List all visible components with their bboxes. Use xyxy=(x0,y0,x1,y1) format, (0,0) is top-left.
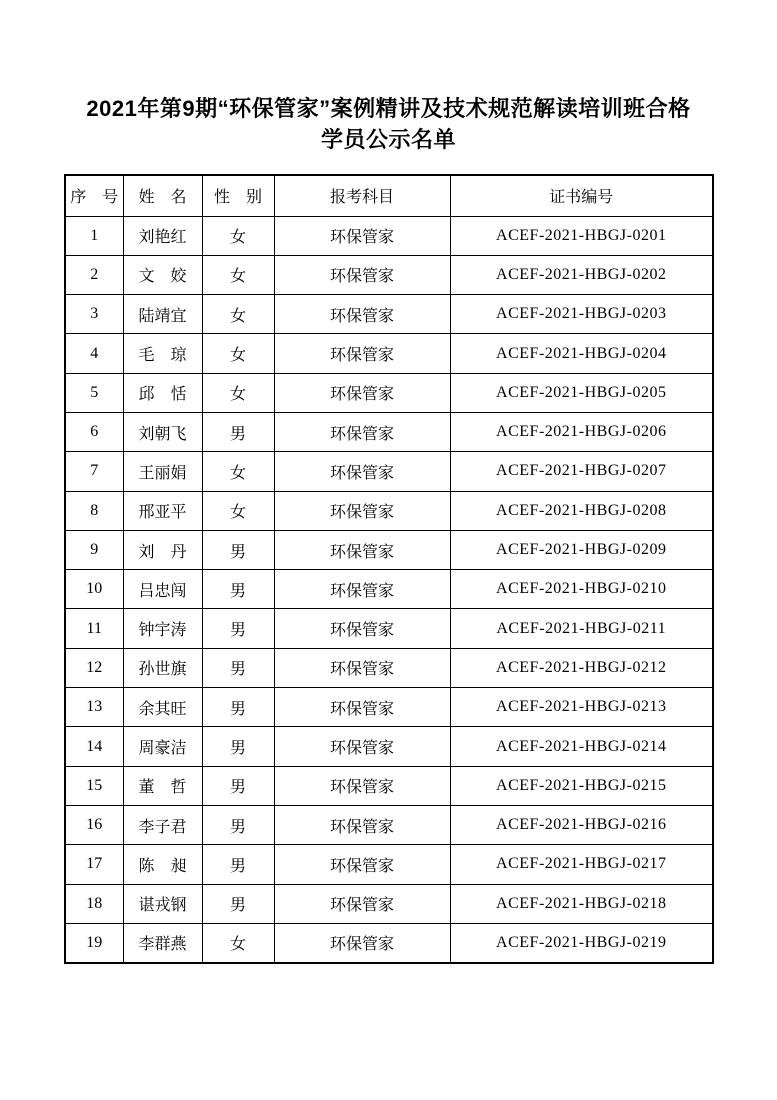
cell-certificate-number: ACEF-2021-HBGJ-0210 xyxy=(450,570,713,609)
cell-exam-subject: 环保管家 xyxy=(274,923,450,962)
cell-name: 李群燕 xyxy=(123,923,202,962)
cell-exam-subject: 环保管家 xyxy=(274,412,450,451)
cell-gender: 女 xyxy=(202,255,274,294)
cell-exam-subject: 环保管家 xyxy=(274,216,450,255)
table-header xyxy=(65,175,713,216)
cell-name: 董 哲 xyxy=(123,766,202,805)
cell-certificate-number: ACEF-2021-HBGJ-0204 xyxy=(450,334,713,373)
cell-gender: 女 xyxy=(202,334,274,373)
cell-exam-subject: 环保管家 xyxy=(274,688,450,727)
cell-certificate-number: ACEF-2021-HBGJ-0216 xyxy=(450,805,713,844)
table-row xyxy=(65,334,713,373)
cell-exam-subject: 环保管家 xyxy=(274,648,450,687)
table-row xyxy=(65,530,713,569)
cell-serial-number: 14 xyxy=(65,727,123,766)
cell-exam-subject: 环保管家 xyxy=(274,255,450,294)
cell-gender: 男 xyxy=(202,688,274,727)
cell-gender: 男 xyxy=(202,530,274,569)
table-row xyxy=(65,805,713,844)
cell-serial-number: 10 xyxy=(65,570,123,609)
cell-gender: 男 xyxy=(202,884,274,923)
table-row xyxy=(65,648,713,687)
cell-name: 周豪洁 xyxy=(123,727,202,766)
cell-certificate-number: ACEF-2021-HBGJ-0205 xyxy=(450,373,713,412)
cell-name: 孙世旗 xyxy=(123,648,202,687)
table-row xyxy=(65,884,713,923)
cell-exam-subject: 环保管家 xyxy=(274,295,450,334)
cell-certificate-number: ACEF-2021-HBGJ-0215 xyxy=(450,766,713,805)
cell-certificate-number: ACEF-2021-HBGJ-0213 xyxy=(450,688,713,727)
cell-certificate-number: ACEF-2021-HBGJ-0207 xyxy=(450,452,713,491)
table-body xyxy=(65,216,713,963)
table-row xyxy=(65,688,713,727)
column-header-subject: 报考科目 xyxy=(274,175,450,216)
cell-gender: 男 xyxy=(202,412,274,451)
table-row xyxy=(65,373,713,412)
cell-exam-subject: 环保管家 xyxy=(274,452,450,491)
cell-certificate-number: ACEF-2021-HBGJ-0212 xyxy=(450,648,713,687)
page-title: 2021年第9期“环保管家”案例精讲及技术规范解读培训班合格学员公示名单 xyxy=(86,96,691,152)
cell-exam-subject: 环保管家 xyxy=(274,884,450,923)
cell-certificate-number: ACEF-2021-HBGJ-0201 xyxy=(450,216,713,255)
cell-serial-number: 1 xyxy=(65,216,123,255)
cell-certificate-number: ACEF-2021-HBGJ-0219 xyxy=(450,923,713,962)
cell-gender: 女 xyxy=(202,491,274,530)
table-row xyxy=(65,295,713,334)
cell-name: 邢亚平 xyxy=(123,491,202,530)
column-header-cert: 证书编号 xyxy=(450,175,713,216)
column-header-no: 序 号 xyxy=(65,175,123,216)
cell-gender: 男 xyxy=(202,845,274,884)
cell-exam-subject: 环保管家 xyxy=(274,530,450,569)
cell-serial-number: 9 xyxy=(65,530,123,569)
cell-certificate-number: ACEF-2021-HBGJ-0206 xyxy=(450,412,713,451)
cell-serial-number: 8 xyxy=(65,491,123,530)
cell-name: 余其旺 xyxy=(123,688,202,727)
cell-gender: 男 xyxy=(202,805,274,844)
cell-serial-number: 3 xyxy=(65,295,123,334)
cell-certificate-number: ACEF-2021-HBGJ-0217 xyxy=(450,845,713,884)
cell-certificate-number: ACEF-2021-HBGJ-0209 xyxy=(450,530,713,569)
cell-exam-subject: 环保管家 xyxy=(274,334,450,373)
cell-name: 王丽娟 xyxy=(123,452,202,491)
cell-gender: 男 xyxy=(202,766,274,805)
cell-exam-subject: 环保管家 xyxy=(274,845,450,884)
cell-gender: 男 xyxy=(202,570,274,609)
cell-certificate-number: ACEF-2021-HBGJ-0208 xyxy=(450,491,713,530)
table-row xyxy=(65,766,713,805)
cell-exam-subject: 环保管家 xyxy=(274,766,450,805)
cell-gender: 女 xyxy=(202,373,274,412)
table-header-row xyxy=(65,175,713,216)
cell-serial-number: 4 xyxy=(65,334,123,373)
cell-name: 陆靖宜 xyxy=(123,295,202,334)
cell-name: 吕忠闯 xyxy=(123,570,202,609)
cell-certificate-number: ACEF-2021-HBGJ-0214 xyxy=(450,727,713,766)
cell-name: 刘朝飞 xyxy=(123,412,202,451)
table-row xyxy=(65,491,713,530)
cell-exam-subject: 环保管家 xyxy=(274,805,450,844)
cell-name: 邱 恬 xyxy=(123,373,202,412)
cell-serial-number: 2 xyxy=(65,255,123,294)
cell-name: 钟宇涛 xyxy=(123,609,202,648)
cell-gender: 女 xyxy=(202,216,274,255)
cell-serial-number: 12 xyxy=(65,648,123,687)
cell-gender: 男 xyxy=(202,727,274,766)
table-row xyxy=(65,570,713,609)
cell-serial-number: 13 xyxy=(65,688,123,727)
cell-certificate-number: ACEF-2021-HBGJ-0202 xyxy=(450,255,713,294)
column-header-name: 姓 名 xyxy=(123,175,202,216)
cell-name: 刘 丹 xyxy=(123,530,202,569)
cell-name: 谌戎钢 xyxy=(123,884,202,923)
cell-serial-number: 7 xyxy=(65,452,123,491)
cell-serial-number: 15 xyxy=(65,766,123,805)
cell-certificate-number: ACEF-2021-HBGJ-0218 xyxy=(450,884,713,923)
table-row xyxy=(65,609,713,648)
table-row xyxy=(65,412,713,451)
cell-serial-number: 5 xyxy=(65,373,123,412)
table-row xyxy=(65,216,713,255)
cell-serial-number: 11 xyxy=(65,609,123,648)
cell-serial-number: 18 xyxy=(65,884,123,923)
cell-gender: 男 xyxy=(202,648,274,687)
cell-serial-number: 19 xyxy=(65,923,123,962)
cell-serial-number: 17 xyxy=(65,845,123,884)
cell-name: 李子君 xyxy=(123,805,202,844)
cell-name: 毛 琼 xyxy=(123,334,202,373)
cell-serial-number: 16 xyxy=(65,805,123,844)
column-header-gender: 性 别 xyxy=(202,175,274,216)
table-row xyxy=(65,452,713,491)
cell-gender: 女 xyxy=(202,452,274,491)
table-row xyxy=(65,727,713,766)
cell-exam-subject: 环保管家 xyxy=(274,491,450,530)
cell-name: 刘艳红 xyxy=(123,216,202,255)
table-row xyxy=(65,255,713,294)
table-row xyxy=(65,923,713,962)
cell-certificate-number: ACEF-2021-HBGJ-0211 xyxy=(450,609,713,648)
cell-name: 陈 昶 xyxy=(123,845,202,884)
cell-exam-subject: 环保管家 xyxy=(274,373,450,412)
cell-exam-subject: 环保管家 xyxy=(274,609,450,648)
cell-gender: 男 xyxy=(202,609,274,648)
table-row xyxy=(65,845,713,884)
cell-exam-subject: 环保管家 xyxy=(274,727,450,766)
cell-name: 文 姣 xyxy=(123,255,202,294)
trainee-roster-table xyxy=(64,174,714,964)
cell-gender: 女 xyxy=(202,295,274,334)
cell-serial-number: 6 xyxy=(65,412,123,451)
cell-gender: 女 xyxy=(202,923,274,962)
cell-exam-subject: 环保管家 xyxy=(274,570,450,609)
cell-certificate-number: ACEF-2021-HBGJ-0203 xyxy=(450,295,713,334)
